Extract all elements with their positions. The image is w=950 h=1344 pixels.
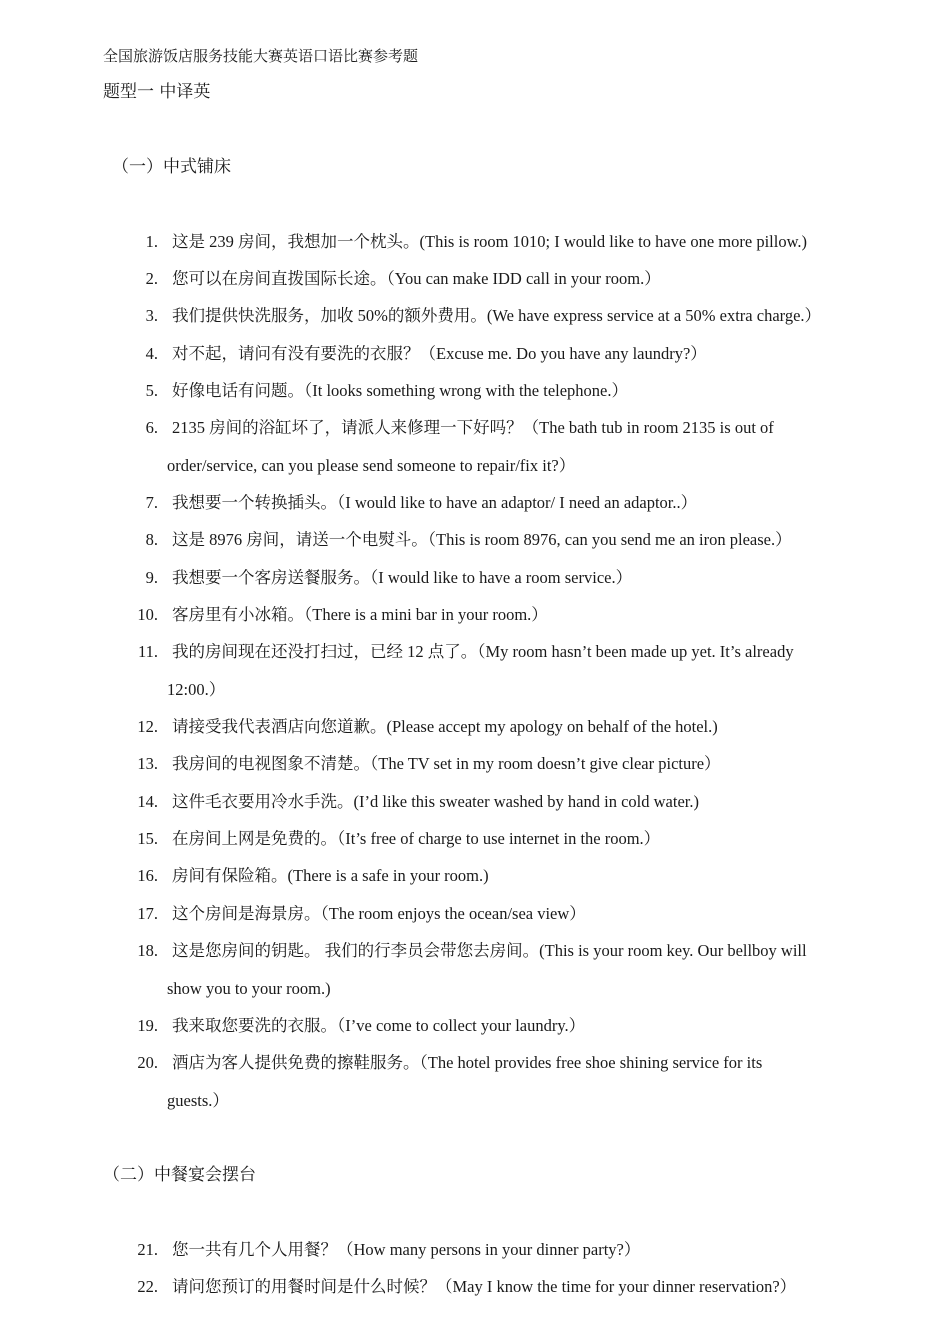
item-number: 5. — [145, 381, 158, 400]
item-text: 客房里有小冰箱。（There is a mini bar in your room.） — [172, 605, 548, 624]
item-number: 2. — [145, 269, 158, 288]
item-number: 9. — [145, 568, 158, 587]
item-text: 2135 房间的浴缸坏了，请派人来修理一下好吗？（The bath tub in room 2135 is out of — [172, 418, 774, 437]
item-text: 酒店为客人提供免费的擦鞋服务。（The hotel provides free shoe shining service for its — [172, 1053, 763, 1072]
item-number: 15. — [137, 829, 158, 848]
question-type-title: 题型一 中译英 — [103, 82, 211, 102]
item-text: 我房间的电视图象不清楚。（The TV set in my room doesn’t give clear picture） — [172, 754, 721, 773]
item-number: 13. — [137, 754, 158, 773]
item-number: 20. — [137, 1053, 158, 1072]
item-text: 我的房间现在还没打扫过，已经 12 点了。（My room hasn’t been made up yet. It’s already — [172, 642, 794, 661]
item-number: 7. — [145, 493, 158, 512]
item-number: 3. — [145, 306, 158, 325]
item-number: 22. — [137, 1277, 158, 1296]
item-text: 我想要一个客房送餐服务。（I would like to have a room service.） — [172, 568, 633, 587]
item-number: 8. — [145, 530, 158, 549]
item-number: 14. — [137, 792, 158, 811]
item-text: 房间有保险箱。(There is a safe in your room.) — [172, 866, 489, 885]
section-title-chinese-banquet-setup: （二）中餐宴会摆台 — [103, 1165, 256, 1185]
item-number: 18. — [137, 941, 158, 960]
item-text: 好像电话有问题。（It looks something wrong with the telephone.） — [172, 381, 628, 400]
item-text-continued: guests.） — [167, 1091, 229, 1110]
item-number: 4. — [145, 344, 158, 363]
item-number: 16. — [137, 866, 158, 885]
item-text: 这是您房间的钥匙。 我们的行李员会带您去房间。(This is your room key. Our bellboy will — [172, 941, 807, 960]
item-text: 这个房间是海景房。（The room enjoys the ocean/sea view） — [172, 904, 586, 923]
item-text: 您可以在房间直拨国际长途。（You can make IDD call in your room.） — [172, 269, 661, 288]
item-number: 12. — [137, 717, 158, 736]
item-number: 11. — [137, 642, 158, 661]
item-text: 我想要一个转换插头。（I would like to have an adaptor/ I need an adaptor..） — [172, 493, 698, 512]
item-text: 请接受我代表酒店向您道歉。(Please accept my apology on behalf of the hotel.) — [172, 717, 718, 736]
item-text: 这是 8976 房间，请送一个电熨斗。（This is room 8976, can you send me an iron please.） — [172, 530, 792, 549]
item-number: 19. — [137, 1016, 158, 1035]
item-text: 我们提供快洗服务，加收 50%的额外费用。(We have express service at a 50% extra charge.） — [172, 306, 822, 325]
item-text-continued: 12:00.） — [167, 680, 226, 699]
item-text: 这是 239 房间，我想加一个枕头。(This is room 1010; I would like to have one more pillow.) — [172, 232, 808, 251]
item-number: 10. — [137, 605, 158, 624]
item-text: 这件毛衣要用冷水手洗。(I’d like this sweater washed by hand in cold water.) — [172, 792, 699, 811]
item-number: 21. — [137, 1240, 158, 1259]
item-text: 我来取您要洗的衣服。（I’ve come to collect your laundry.） — [172, 1016, 586, 1035]
item-number: 6. — [145, 418, 158, 437]
section-title-chinese-bed-making: （一）中式铺床 — [112, 157, 231, 177]
item-text-continued: order/service, can you please send someone to repair/fix it?） — [167, 456, 576, 475]
item-number: 1. — [145, 232, 158, 251]
item-number: 17. — [137, 904, 158, 923]
item-text-continued: show you to your room.) — [167, 979, 331, 998]
item-text: 您一共有几个人用餐？（How many persons in your dinner party?） — [172, 1240, 641, 1259]
item-text: 请问您预订的用餐时间是什么时候？（May I know the time for your dinner reservation?） — [172, 1277, 797, 1296]
item-text: 对不起，请问有没有要洗的衣服？（Excuse me. Do you have any laundry?） — [172, 344, 707, 363]
item-text: 在房间上网是免费的。（It’s free of charge to use internet in the room.） — [172, 829, 661, 848]
document-header: 全国旅游饭店服务技能大赛英语口语比赛参考题 — [103, 47, 419, 65]
